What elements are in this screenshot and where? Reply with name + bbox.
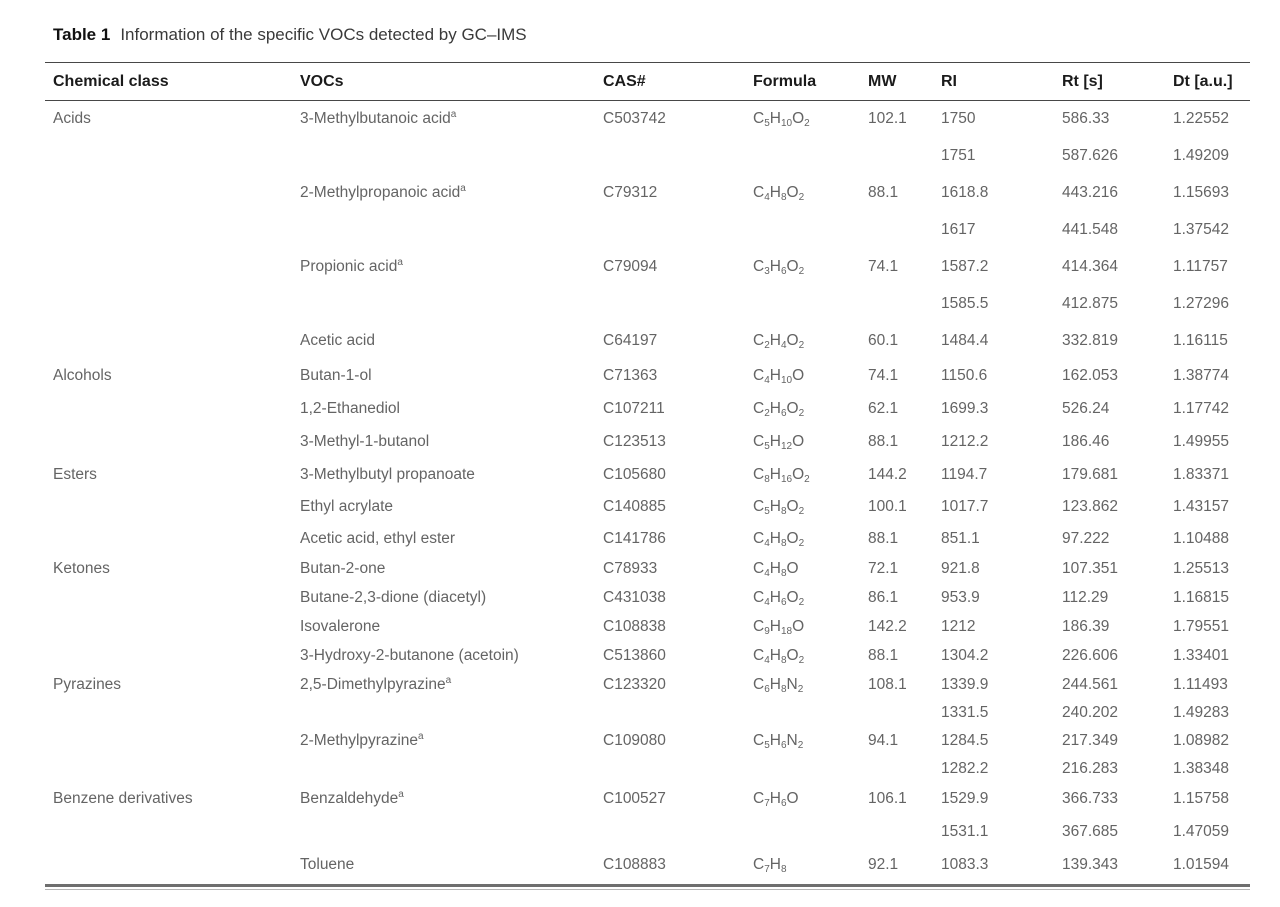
cell-ri: 1699.3 — [941, 400, 989, 417]
cell-mw: 106.1 — [868, 790, 907, 807]
cell-ri: 1212.2 — [941, 433, 989, 450]
column-header-mw: MW — [868, 72, 897, 90]
cell-cas: C71363 — [603, 367, 658, 384]
table-row — [45, 642, 1250, 671]
cell-rt: 186.46 — [1062, 433, 1110, 450]
table-row — [45, 286, 1250, 323]
column-header-formula: Formula — [753, 72, 817, 90]
table-body — [45, 101, 1250, 882]
cell-ri: 1282.2 — [941, 759, 989, 777]
cell-formula — [745, 755, 860, 783]
cell-rt: 240.202 — [1062, 703, 1119, 721]
cell-cas: C79094 — [603, 258, 658, 275]
cell-dt: 1.08982 — [1173, 731, 1230, 749]
table-row — [45, 138, 1250, 175]
cell-voc: Propionic acid$^a$ — [300, 257, 403, 275]
cell-chemical_class — [45, 699, 292, 727]
column-header-rt: Rt [s] — [1062, 72, 1103, 90]
cell-dt: 1.47059 — [1173, 823, 1230, 840]
table-row — [45, 249, 1250, 286]
cell-chemical_class: Alcohols — [53, 367, 112, 384]
cell-chemical_class — [45, 816, 292, 849]
cell-formula: $C_5H_6N_2$ — [753, 731, 804, 751]
cell-formula: $C_7H_6O$ — [753, 790, 799, 809]
cell-voc: 3-Methylbutyl propanoate — [300, 465, 475, 483]
cell-formula — [745, 212, 860, 249]
cell-formula: $C_5H_{12}O$ — [753, 433, 805, 452]
table-row — [45, 727, 1250, 755]
table-row — [45, 459, 1250, 491]
cell-rt: 366.733 — [1062, 790, 1119, 807]
table-row — [45, 755, 1250, 783]
cell-mw — [860, 138, 933, 175]
cell-voc — [292, 755, 595, 783]
cell-ri: 921.8 — [941, 560, 980, 577]
cell-cas — [595, 212, 745, 249]
cell-dt: 1.83371 — [1173, 465, 1230, 483]
cell-cas: C107211 — [603, 400, 665, 417]
cell-mw: 102.1 — [868, 110, 907, 128]
cell-voc: 2,5-Dimethylpyrazine$^a$ — [300, 674, 452, 693]
cell-mw: 72.1 — [868, 560, 899, 577]
cell-dt: 1.16115 — [1173, 332, 1228, 349]
cell-chemical_class — [45, 491, 292, 523]
cell-cas: C78933 — [603, 560, 658, 577]
cell-dt: 1.10488 — [1173, 529, 1230, 547]
cell-voc: 1,2-Ethanediol — [300, 400, 400, 417]
table-row — [45, 613, 1250, 642]
cell-ri: 1529.9 — [941, 790, 989, 807]
cell-formula — [745, 138, 860, 175]
cell-cas: C503742 — [603, 110, 666, 128]
column-header-cas: CAS# — [603, 72, 646, 90]
cell-chemical_class — [45, 642, 292, 671]
cell-ri: 1212 — [941, 618, 976, 635]
cell-rt: 107.351 — [1062, 560, 1119, 577]
cell-dt: 1.11493 — [1173, 675, 1228, 693]
table-caption — [45, 20, 1250, 62]
cell-dt: 1.38348 — [1173, 759, 1230, 777]
footnote-marker: a — [445, 674, 452, 686]
cell-rt: 414.364 — [1062, 258, 1119, 275]
cell-cas: C64197 — [603, 332, 658, 349]
table-row — [45, 816, 1250, 849]
table-header — [45, 63, 1250, 101]
cell-ri: 1531.1 — [941, 823, 989, 840]
cell-mw: 142.2 — [868, 618, 907, 635]
cell-rt: 112.29 — [1062, 589, 1109, 606]
cell-mw: 88.1 — [868, 184, 899, 201]
cell-dt: 1.17742 — [1173, 400, 1230, 417]
cell-chemical_class: Acids — [53, 110, 91, 128]
cell-chemical_class — [45, 286, 292, 323]
cell-mw: 100.1 — [868, 497, 907, 515]
cell-formula: $C_3H_6O_2$ — [753, 258, 805, 277]
cell-voc: 2-Methylpropanoic acid$^a$ — [300, 183, 466, 201]
cell-formula: $C_9H_{18}O$ — [753, 618, 805, 637]
cell-rt: 226.606 — [1062, 647, 1119, 664]
cell-voc: 3-Methyl-1-butanol — [300, 433, 430, 450]
cell-voc: Benzaldehyde$^a$ — [300, 789, 404, 807]
cell-rt: 587.626 — [1062, 147, 1119, 164]
cell-rt: 244.561 — [1062, 675, 1119, 693]
cell-ri: 1194.7 — [941, 465, 988, 483]
table-row — [45, 671, 1250, 699]
cell-formula: $C_5H_8O_2$ — [753, 497, 805, 517]
footnote-marker: a — [418, 730, 424, 742]
cell-chemical_class — [45, 727, 292, 755]
cell-cas: C108838 — [603, 618, 666, 635]
cell-cas: C79312 — [603, 184, 658, 201]
cell-voc: Acetic acid — [300, 332, 375, 349]
cell-cas — [595, 755, 745, 783]
cell-ri: 1331.5 — [941, 703, 989, 721]
cell-ri: 1750 — [941, 110, 976, 128]
cell-rt: 123.862 — [1062, 497, 1119, 515]
cell-mw — [860, 286, 933, 323]
cell-ri: 1339.9 — [941, 675, 989, 693]
table-container — [45, 20, 1250, 890]
column-header-chemical_class: Chemical class — [53, 72, 169, 90]
table-header-row — [45, 63, 1250, 101]
table-row — [45, 584, 1250, 613]
table-row — [45, 523, 1250, 555]
cell-voc: Isovalerone — [300, 618, 381, 635]
cell-formula: $C_4H_{10}O$ — [753, 367, 805, 386]
cell-voc — [292, 699, 595, 727]
cell-formula: $C_4H_8O$ — [753, 560, 799, 579]
cell-voc: Acetic acid, ethyl ester — [300, 529, 456, 547]
cell-chemical_class: Benzene derivatives — [53, 790, 193, 807]
cell-cas: C141786 — [603, 529, 666, 547]
cell-dt: 1.38774 — [1173, 367, 1230, 384]
table-row — [45, 555, 1250, 584]
table-row — [45, 849, 1250, 882]
table-row — [45, 212, 1250, 249]
column-header-ri: RI — [941, 72, 957, 90]
table-row — [45, 323, 1250, 360]
cell-dt: 1.11757 — [1173, 258, 1228, 275]
cell-formula: $C_4H_8O_2$ — [753, 184, 805, 203]
cell-chemical_class — [45, 212, 292, 249]
cell-cas — [595, 699, 745, 727]
cell-chemical_class — [45, 323, 292, 360]
column-header-dt: Dt [a.u.] — [1173, 72, 1233, 90]
table-row — [45, 101, 1250, 138]
cell-cas: C123320 — [603, 675, 666, 693]
cell-cas — [595, 138, 745, 175]
cell-chemical_class: Pyrazines — [53, 675, 122, 693]
cell-cas: C105680 — [603, 465, 666, 483]
cell-formula: $C_4H_8O_2$ — [753, 529, 805, 549]
cell-dt: 1.49209 — [1173, 147, 1230, 164]
cell-chemical_class — [45, 523, 292, 555]
cell-voc — [292, 212, 595, 249]
table-row — [45, 426, 1250, 459]
cell-mw — [860, 755, 933, 783]
cell-formula — [745, 816, 860, 849]
table-caption-label: Table 1 — [53, 25, 111, 44]
cell-chemical_class — [45, 755, 292, 783]
cell-formula: $C_8H_{16}O_2$ — [753, 465, 810, 485]
cell-ri: 1017.7 — [941, 497, 989, 515]
cell-mw: 144.2 — [868, 465, 907, 483]
table-row — [45, 360, 1250, 393]
cell-cas — [595, 816, 745, 849]
cell-cas: C109080 — [603, 731, 666, 749]
cell-rt: 367.685 — [1062, 823, 1119, 840]
cell-mw: 88.1 — [868, 647, 899, 664]
cell-voc — [292, 286, 595, 323]
cell-rt: 586.33 — [1062, 110, 1110, 128]
cell-ri: 1585.5 — [941, 295, 989, 312]
cell-voc: Ethyl acrylate — [300, 497, 394, 515]
cell-voc: 2-Methylpyrazine$^a$ — [300, 730, 424, 749]
cell-mw: 94.1 — [868, 731, 899, 749]
cell-ri: 851.1 — [941, 529, 980, 547]
footnote-marker: a — [397, 257, 403, 268]
table-row — [45, 783, 1250, 816]
cell-mw: 108.1 — [868, 675, 907, 693]
cell-cas: C140885 — [603, 497, 666, 515]
cell-rt: 332.819 — [1062, 332, 1119, 349]
cell-chemical_class: Ketones — [53, 560, 110, 577]
table-caption-text: Information of the specific VOCs detected by GC–IMS — [120, 25, 527, 44]
cell-mw — [860, 212, 933, 249]
cell-dt: 1.22552 — [1173, 110, 1230, 128]
cell-ri: 1484.4 — [941, 332, 989, 349]
cell-mw — [860, 816, 933, 849]
cell-dt: 1.25513 — [1173, 560, 1230, 577]
cell-voc: Butan-2-one — [300, 560, 386, 577]
cell-rt: 526.24 — [1062, 400, 1110, 417]
cell-formula: $C_4H_6O_2$ — [753, 589, 805, 608]
cell-formula: $C_6H_8N_2$ — [753, 675, 804, 695]
cell-cas: C123513 — [603, 433, 666, 450]
cell-mw: 92.1 — [868, 856, 899, 873]
cell-ri: 1751 — [941, 147, 976, 164]
cell-formula: $C_2H_6O_2$ — [753, 400, 805, 419]
cell-rt: 97.222 — [1062, 529, 1110, 547]
cell-dt: 1.49283 — [1173, 703, 1230, 721]
cell-ri: 1150.6 — [941, 367, 988, 384]
cell-formula — [745, 699, 860, 727]
cell-mw: 88.1 — [868, 529, 899, 547]
cell-formula: $C_5H_{10}O_2$ — [753, 110, 810, 130]
cell-cas: C513860 — [603, 647, 666, 664]
cell-cas: C100527 — [603, 790, 666, 807]
cell-rt: 441.548 — [1062, 221, 1119, 238]
cell-voc: Butane-2,3-dione (diacetyl) — [300, 589, 487, 606]
cell-chemical_class: Esters — [53, 465, 97, 483]
cell-ri: 1587.2 — [941, 258, 989, 275]
cell-ri: 1618.8 — [941, 184, 989, 201]
cell-rt: 162.053 — [1062, 367, 1119, 384]
cell-formula: $C_7H_8$ — [753, 856, 787, 875]
cell-ri: 953.9 — [941, 589, 980, 606]
cell-chemical_class — [45, 613, 292, 642]
voc-table — [45, 62, 1250, 882]
cell-mw: 88.1 — [868, 433, 899, 450]
cell-rt: 412.875 — [1062, 295, 1119, 312]
cell-rt: 179.681 — [1062, 465, 1119, 483]
cell-rt: 216.283 — [1062, 759, 1119, 777]
cell-voc — [292, 138, 595, 175]
cell-mw: 62.1 — [868, 400, 899, 417]
cell-cas: C108883 — [603, 856, 666, 873]
cell-dt: 1.15758 — [1173, 790, 1230, 807]
cell-chemical_class — [45, 138, 292, 175]
cell-cas: C431038 — [603, 589, 666, 606]
cell-dt: 1.16815 — [1173, 589, 1230, 606]
cell-voc: 3-Methylbutanoic acid$^a$ — [300, 109, 457, 128]
footnote-marker: a — [460, 183, 466, 194]
cell-dt: 1.33401 — [1173, 647, 1230, 664]
cell-mw: 60.1 — [868, 332, 899, 349]
cell-formula: $C_4H_8O_2$ — [753, 647, 805, 666]
cell-mw — [860, 699, 933, 727]
cell-chemical_class — [45, 175, 292, 212]
cell-mw: 74.1 — [868, 258, 899, 275]
table-row — [45, 175, 1250, 212]
footnote-marker: a — [450, 109, 457, 121]
cell-chemical_class — [45, 584, 292, 613]
table-row — [45, 393, 1250, 426]
cell-cas — [595, 286, 745, 323]
footnote-marker: a — [398, 789, 404, 800]
cell-mw: 74.1 — [868, 367, 899, 384]
cell-chemical_class — [45, 849, 292, 882]
cell-voc: Butan-1-ol — [300, 367, 372, 384]
cell-dt: 1.01594 — [1173, 856, 1230, 873]
cell-dt: 1.79551 — [1173, 618, 1230, 635]
table-row — [45, 491, 1250, 523]
cell-voc — [292, 816, 595, 849]
cell-formula: $C_2H_4O_2$ — [753, 332, 805, 351]
cell-dt: 1.43157 — [1173, 497, 1230, 515]
cell-ri: 1617 — [941, 221, 976, 238]
cell-formula — [745, 286, 860, 323]
cell-ri: 1083.3 — [941, 856, 989, 873]
cell-rt: 443.216 — [1062, 184, 1119, 201]
cell-chemical_class — [45, 249, 292, 286]
cell-rt: 139.343 — [1062, 856, 1119, 873]
cell-rt: 186.39 — [1062, 618, 1110, 635]
cell-dt: 1.27296 — [1173, 295, 1230, 312]
table-row — [45, 699, 1250, 727]
cell-voc: 3-Hydroxy-2-butanone (acetoin) — [300, 647, 519, 664]
cell-dt: 1.37542 — [1173, 221, 1230, 238]
column-header-voc: VOCs — [300, 72, 344, 90]
cell-chemical_class — [45, 393, 292, 426]
table-bottom-rule — [45, 884, 1250, 890]
cell-mw: 86.1 — [868, 589, 899, 606]
cell-dt: 1.49955 — [1173, 433, 1230, 450]
cell-ri: 1284.5 — [941, 731, 989, 749]
cell-ri: 1304.2 — [941, 647, 989, 664]
cell-voc: Toluene — [300, 856, 355, 873]
cell-chemical_class — [45, 426, 292, 459]
cell-dt: 1.15693 — [1173, 184, 1230, 201]
cell-rt: 217.349 — [1062, 731, 1119, 749]
